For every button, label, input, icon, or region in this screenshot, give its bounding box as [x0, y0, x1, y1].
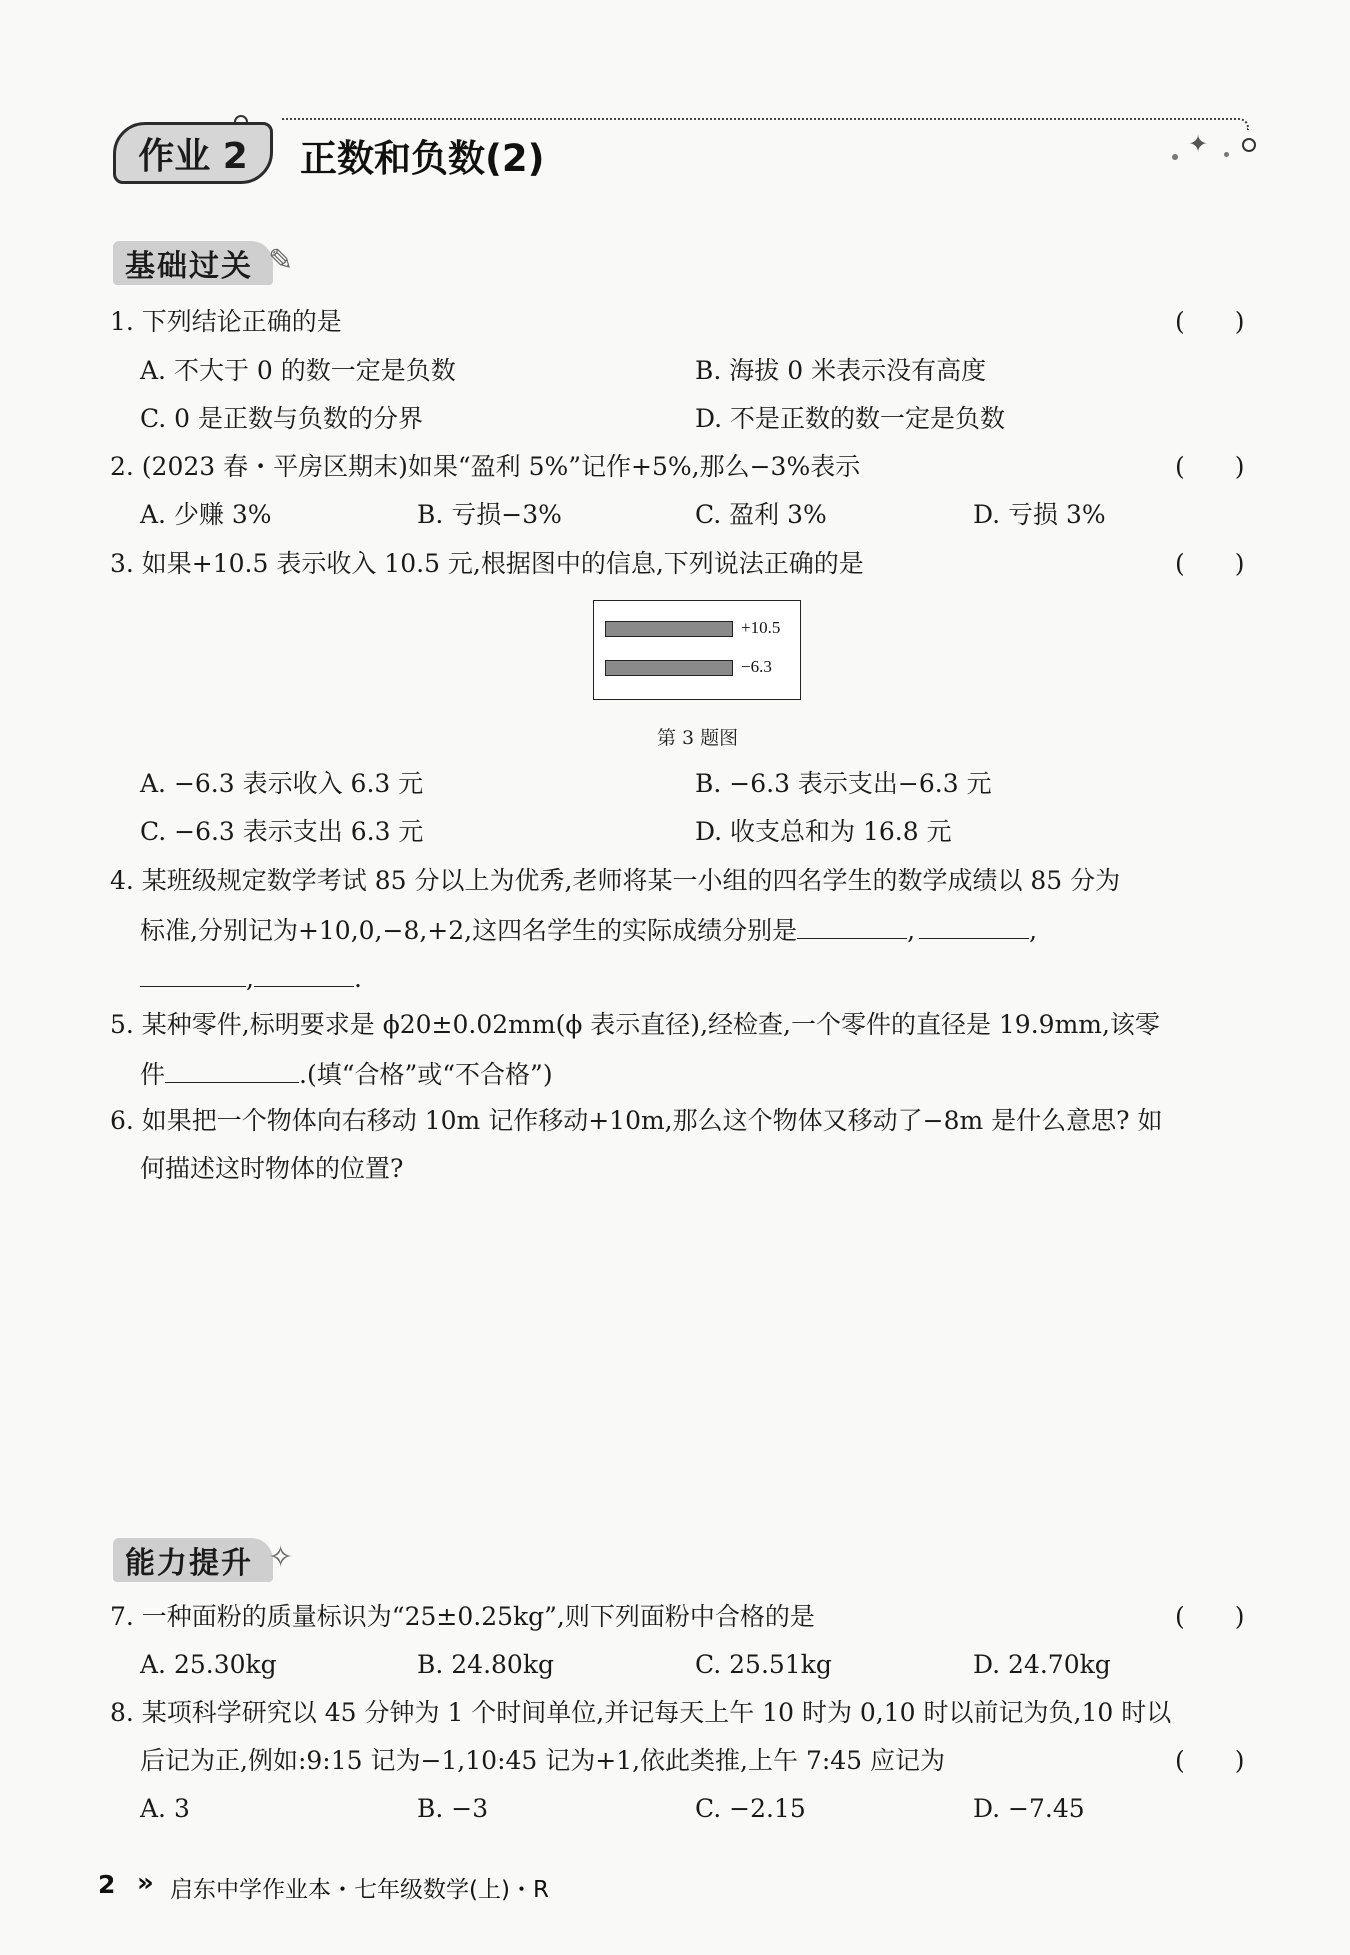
- header-ring-right-icon: [1242, 138, 1256, 152]
- option-7b: B. 24.80kg: [417, 1650, 554, 1679]
- question-5-line-2: [140, 1058, 553, 1090]
- option-8c: C. −2.15: [695, 1794, 806, 1823]
- option-3a: A. −6.3 表示收入 6.3 元: [140, 769, 424, 798]
- page-title: 正数和负数(2): [300, 137, 545, 180]
- question-4-line-2: [140, 914, 1037, 946]
- assignment-badge: 作业 2: [113, 122, 273, 184]
- option-2a: A. 少赚 3%: [140, 500, 272, 529]
- answer-blank[interactable]: [165, 1058, 299, 1083]
- answer-paren: ( ): [1175, 549, 1245, 578]
- sparkle-dot-icon: [1172, 154, 1178, 160]
- question-4-line-1: 4. 某班级规定数学考试 85 分以上为优秀,老师将某一小组的四名学生的数学成绩以 85 分为: [110, 866, 1121, 895]
- question-4-line-3: [140, 962, 362, 994]
- terminator: .: [353, 964, 362, 993]
- option-7d: D. 24.70kg: [973, 1650, 1111, 1679]
- question-7-stem: 7. 一种面粉的质量标识为“25±0.25kg”,则下列面粉中合格的是: [110, 1602, 815, 1631]
- question-1-stem: 1. 下列结论正确的是: [110, 307, 342, 336]
- option-1c: C. 0 是正数与负数的分界: [140, 404, 423, 433]
- income-bar-label: +10.5: [741, 618, 781, 637]
- expense-bar: [605, 660, 733, 676]
- answer-blank[interactable]: [797, 914, 907, 939]
- separator: ,: [907, 916, 916, 945]
- option-1a: A. 不大于 0 的数一定是负数: [140, 356, 456, 385]
- income-bar: [605, 621, 733, 637]
- book-title: 启东中学作业本・七年级数学(上)・R: [170, 1877, 549, 1903]
- separator: ,: [246, 964, 254, 993]
- option-1b: B. 海拔 0 米表示没有高度: [695, 356, 987, 385]
- sparkle-icon: ✧: [268, 1540, 294, 1575]
- pencil-icon: ✎: [268, 243, 294, 278]
- expense-bar-label: −6.3: [741, 657, 772, 676]
- answer-paren: ( ): [1175, 307, 1245, 336]
- option-2d: D. 亏损 3%: [973, 500, 1106, 529]
- option-3d: D. 收支总和为 16.8 元: [695, 817, 952, 846]
- answer-paren: ( ): [1175, 1746, 1245, 1775]
- sparkle-star-icon: ✦: [1188, 130, 1209, 158]
- question-5-hint: .(填“合格”或“不合格”): [299, 1060, 553, 1089]
- question-8-line-1: 8. 某项科学研究以 45 分钟为 1 个时间单位,并记每天上午 10 时为 0,10 时以前记为负,10 时以: [110, 1698, 1172, 1727]
- option-7c: C. 25.51kg: [695, 1650, 832, 1679]
- option-3c: C. −6.3 表示支出 6.3 元: [140, 817, 424, 846]
- option-2c: C. 盈利 3%: [695, 500, 827, 529]
- question-5-line-1: 5. 某种零件,标明要求是 ϕ20±0.02mm(ϕ 表示直径),经检查,一个零件的直径是 19.9mm,该零: [110, 1010, 1160, 1039]
- option-2b: B. 亏损−3%: [417, 500, 562, 529]
- section-header-basic: 基础过关: [113, 241, 273, 285]
- option-7a: A. 25.30kg: [140, 1650, 277, 1679]
- question-5-text: 件: [140, 1060, 166, 1089]
- question-6-line-1: 6. 如果把一个物体向右移动 10m 记作移动+10m,那么这个物体又移动了−8m 是什么意思? 如: [110, 1106, 1163, 1135]
- question-3-figure: [593, 600, 801, 700]
- answer-paren: ( ): [1175, 452, 1245, 481]
- page-number: 2: [98, 1870, 116, 1899]
- question-4-text: 标准,分别记为+10,0,−8,+2,这四名学生的实际成绩分别是: [140, 916, 798, 945]
- double-chevron-icon: »: [137, 1868, 154, 1898]
- figure-caption: 第 3 题图: [657, 727, 739, 749]
- option-3b: B. −6.3 表示支出−6.3 元: [695, 769, 992, 798]
- option-1d: D. 不是正数的数一定是负数: [695, 404, 1006, 433]
- option-8a: A. 3: [140, 1794, 190, 1823]
- question-2-stem: 2. (2023 春・平房区期末)如果“盈利 5%”记作+5%,那么−3%表示: [110, 452, 861, 481]
- section-header-advanced: 能力提升: [113, 1538, 273, 1582]
- answer-blank[interactable]: [254, 962, 354, 987]
- answer-blank[interactable]: [919, 914, 1029, 939]
- question-6-line-2: 何描述这时物体的位置?: [140, 1154, 404, 1183]
- option-8d: D. −7.45: [973, 1794, 1085, 1823]
- separator: ,: [1029, 916, 1038, 945]
- sparkle-dot-icon: [1224, 152, 1229, 157]
- answer-paren: ( ): [1175, 1602, 1245, 1631]
- answer-blank[interactable]: [140, 962, 246, 987]
- question-3-stem: 3. 如果+10.5 表示收入 10.5 元,根据图中的信息,下列说法正确的是: [110, 549, 864, 578]
- question-8-line-2: 后记为正,例如:9:15 记为−1,10:45 记为+1,依此类推,上午 7:45 应记为: [140, 1746, 946, 1775]
- option-8b: B. −3: [417, 1794, 489, 1823]
